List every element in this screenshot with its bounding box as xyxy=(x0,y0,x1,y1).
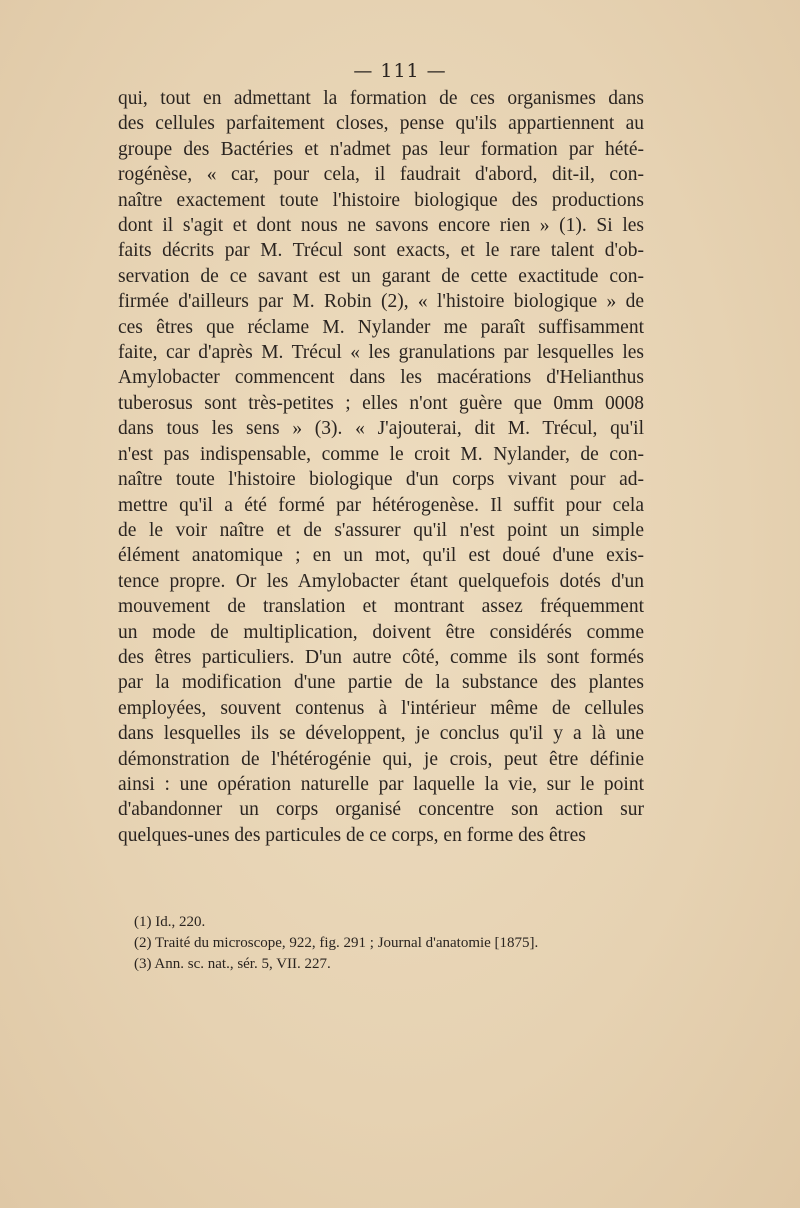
text-line: servation de ce savant est un garant de cette exactitude con- xyxy=(118,265,644,287)
text-line: faite, car d'après M. Trécul « les granulations par lesquelles les xyxy=(118,342,644,364)
body-text xyxy=(118,86,644,848)
text-line: n'est pas indispensable, comme le croit M. Nylander, de con- xyxy=(118,443,644,465)
text-line: employées, souvent contenus à l'intérieur même de cellules xyxy=(118,697,644,719)
text-line: Amylobacter commencent dans les macérations d'Helianthus xyxy=(118,367,644,389)
footnote: (3) Ann. sc. nat., sér. 5, VII. 227. xyxy=(134,956,331,972)
text-line: dans tous les sens » (3). « J'ajouterai, dit M. Trécul, qu'il xyxy=(118,418,644,440)
text-line: de le voir naître et de s'assurer qu'il n'est point un simple xyxy=(118,519,644,541)
text-line: faits décrits par M. Trécul sont exacts, et le rare talent d'ob- xyxy=(118,240,644,262)
footnote: (1) Id., 220. xyxy=(134,914,206,930)
text-line: naître exactement toute l'histoire biologique des productions xyxy=(118,189,644,211)
text-line: élément anatomique ; en un mot, qu'il est doué d'une exis- xyxy=(118,545,644,567)
text-line: naître toute l'histoire biologique d'un corps vivant pour ad- xyxy=(118,469,644,491)
text-line: dans lesquelles ils se développent, je conclus qu'il y a là une xyxy=(118,723,644,745)
text-line: rogénèse, « car, pour cela, il faudrait d'abord, dit-il, con- xyxy=(118,164,644,186)
text-line: mettre qu'il a été formé par hétérogenèse. Il suffit pour cela xyxy=(118,494,644,516)
text-line: mouvement de translation et montrant assez fréquemment xyxy=(118,596,644,618)
text-line: tuberosus sont très-petites ; elles n'ont guère que 0mm 0008 xyxy=(118,392,644,414)
text-line: par la modification d'une partie de la substance des plantes xyxy=(118,672,644,694)
footnote: (2) Traité du microscope, 922, fig. 291 ; Journal d'anatomie [1875]. xyxy=(134,935,539,951)
text-line: ces êtres que réclame M. Nylander me paraît suffisamment xyxy=(118,316,644,338)
text-line: tence propre. Or les Amylobacter étant quelquefois dotés d'un xyxy=(118,570,644,592)
footnotes xyxy=(134,912,694,975)
text-line: un mode de multiplication, doivent être considérés comme xyxy=(118,621,644,643)
text-line: des êtres particuliers. D'un autre côté, comme ils sont formés xyxy=(118,646,644,668)
text-line: dont il s'agit et dont nous ne savons encore rien » (1). Si les xyxy=(118,215,644,237)
text-line: démonstration de l'hétérogénie qui, je crois, peut être définie xyxy=(118,748,644,770)
text-line: qui, tout en admettant la formation de ces organismes dans xyxy=(118,88,644,109)
page-number: — 111 — xyxy=(353,60,447,82)
text-line: groupe des Bactéries et n'admet pas leur formation par hété- xyxy=(118,138,644,160)
text-line: firmée d'ailleurs par M. Robin (2), « l'histoire biologique » de xyxy=(118,291,644,313)
text-line: ainsi : une opération naturelle par laquelle la vie, sur le point xyxy=(118,773,644,795)
text-line: d'abandonner un corps organisé concentre son action sur xyxy=(118,799,644,821)
text-line: des cellules parfaitement closes, pense qu'ils appartiennent au xyxy=(118,113,644,135)
text-line: quelques-unes des particules de ce corps, en forme des êtres xyxy=(118,824,586,846)
